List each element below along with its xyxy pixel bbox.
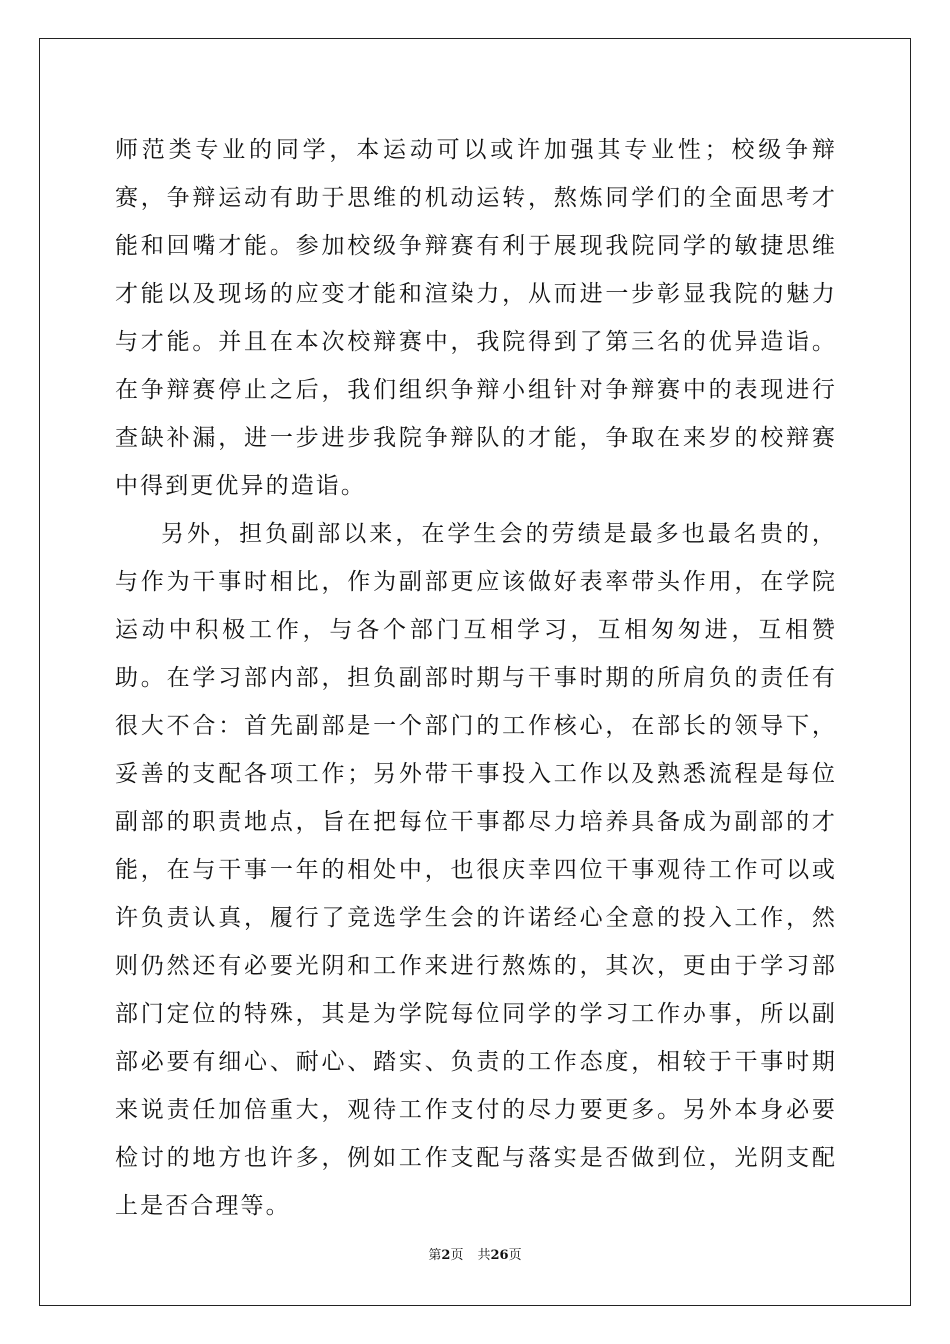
footer-page-prefix: 第 xyxy=(428,1248,442,1263)
footer-page-suffix: 页 xyxy=(450,1248,464,1263)
footer-total-prefix: 共 xyxy=(477,1248,491,1263)
paragraph-1: 师范类专业的同学，本运动可以或许加强其专业性；校级争辩赛，争辩运动有助于思维的机动运转，熬炼同学们的全面思考才能和回嘴才能。参加校级争辩赛有利于展现我院同学的敏捷思维才能以及现场的应变才能和渲染力，从而进一步彰显我院的魅力与才能。并且在本次校辩赛中，我院得到了第三名的优异造诣。在争辩赛停止之后，我们组织争辩小组针对争辩赛中的表现进行查缺补漏，进一步进步我院争辩队的才能，争取在来岁的校辩赛中得到更优异的造诣。 xyxy=(115,137,837,499)
page-footer xyxy=(0,1244,950,1263)
paragraph-2: 另外，担负副部以来，在学生会的劳绩是最多也最名贵的，与作为干事时相比，作为副部更应该做好表率带头作用，在学院运动中积极工作，与各个部门互相学习，互相匆匆进，互相赞助。在学习部内部，担负副部时期与干事时期的所肩负的责任有很大不合：首先副部是一个部门的工作核心，在部长的领导下，妥善的支配各项工作；另外带干事投入工作以及熟悉流程是每位副部的职责地点，旨在把每位干事都尽力培养具备成为副部的才能，在与干事一年的相处中，也很庆幸四位干事观待工作可以或许负责认真，履行了竞选学生会的许诺经心全意的投入工作，然则仍然还有必要光阴和工作来进行熬炼的，其次，更由于学习部部门定位的特殊，其是为学院每位同学的学习工作办事，所以副部必要有细心、耐心、踏实、负责的工作态度，相较于干事时期来说责任加倍重大，观待工作支付的尽力要更多。另外本身必要检讨的地方也许多，例如工作支配与落实是否做到位，光阴支配上是否合理等。 xyxy=(115,521,837,1219)
footer-page-number: 2 xyxy=(441,1248,451,1263)
footer-total-pages: 26 xyxy=(490,1248,509,1263)
document-body xyxy=(115,126,837,1230)
footer-total-suffix: 页 xyxy=(508,1248,522,1263)
